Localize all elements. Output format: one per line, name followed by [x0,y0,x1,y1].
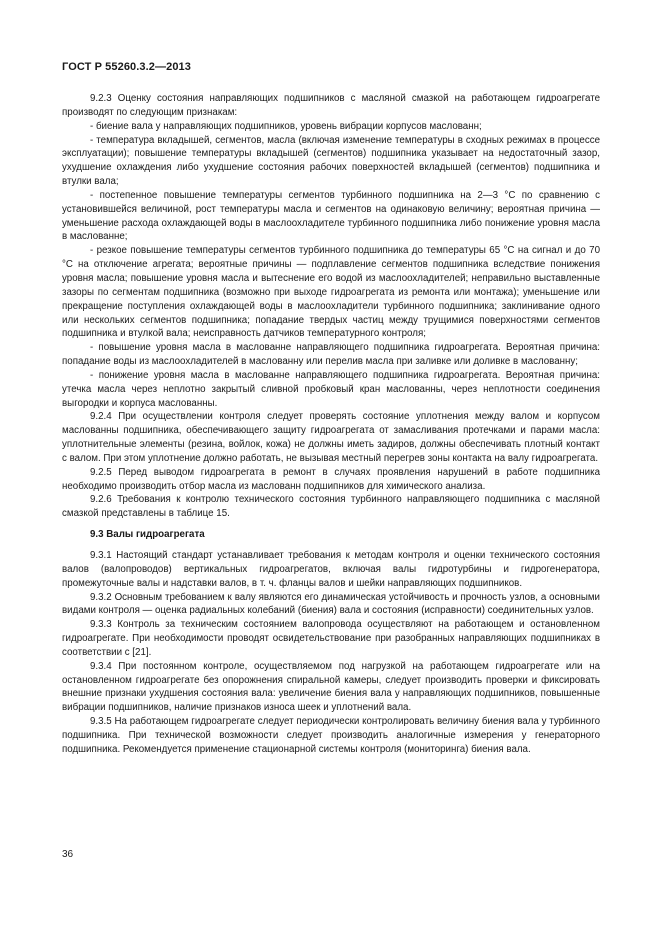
paragraph-9-3-1: 9.3.1 Настоящий стандарт устанавливает требования к методам контроля и оценки технического состояния валов (валопроводов) вертикальных гидроагрегатов, включая валы гидротурбины и гидрогенератора, промежуточные валы и надставки валов, в т. ч. фланцы валов и шейки направляющих подшипников. [62,550,600,589]
list-item-oil-level-drop: - понижение уровня масла в маслованне направляющего подшипника гидроагрегата. Вероятная причина: утечка масла через неплотно закрытый сливной пробковый кран маслованны, через неплотности соединения выгородки и корпуса маслованны. [62,369,600,409]
list-item-liner-temperature: - температура вкладышей, сегментов, масла (включая изменение температуры в сходных режимах в процессе эксплуатации); повышение температуры вкладышей (сегментов) подшипника указывает на недостаточный зазор, ухудшение охлаждения либо ухудшение состояния рабочих поверхностей вкладышей (сегментов) подшипника и втулки вала; [62,134,600,188]
page-number: 36 [62,849,74,860]
paragraph-9-2-4: 9.2.4 При осуществлении контроля следует проверять состояние уплотнения между валом и корпусом маслованны подшипника, обеспечивающего защиту гидроагрегата от замасливания протечками и парами масла: уплотнительные элементы (резина, войлок, кожа) не должны иметь задиров, должны обеспечивать плотный контакт с валом. При этом уплотнение должно работать, не вызывая местный перегрев зоны контакта на валу гидроагрегата. [62,411,600,464]
section-title-9-3: 9.3 Валы гидроагрегата [90,529,205,541]
standard-header: ГОСТ Р 55260.3.2—2013 [62,61,191,73]
list-item-sharp-temperature-rise: - резкое повышение температуры сегментов турбинного подшипника до температуры 65 °С на сигнал и до 70 °С на отключение агрегата; вероятные причины — подплавление сегментов подшипника вследствие понижения уровня масла; повышение уровня масла и вытеснение его водой из маслоохладителей; неправильно выставленные зазоры по сегментам подшипника (возможно при выходе гидроагрегата из ремонта или монтажа); уменьшение или прекращение поступления охлаждающей воды в маслоохладители турбинного подшипника; заклинивание одного или нескольких сегментов подшипника; попадание твердых частиц между трущимися поверхностями сегментов подшипника и втулкой вала; неисправность датчиков температурного контроля; [62,245,600,340]
list-item-oil-level-rise: - повышение уровня масла в маслованне направляющего подшипника гидроагрегата. Вероятная причина: попадание воды из маслоохладителей в маслованну или перелив масла при заливке или доливке в маслованну; [62,342,600,368]
paragraph-9-2-6: 9.2.6 Требования к контролю технического состояния турбинного направляющего подшипника с масляной смазкой представлены в таблице 15. [62,494,600,520]
list-item-shaft-runout: - биение вала у направляющих подшипников, уровень вибрации корпусов маслованн; [90,120,482,132]
list-item-gradual-temperature-rise: - постепенное повышение температуры сегментов турбинного подшипника на 2—3 °С по сравнению с установившейся величиной, рост температуры масла и сегментов на одинаковую величину; вероятная причина — уменьшение расхода охлаждающей воды в маслоохладителе турбинного подшипника либо понижение уровня масла в маслованне; [62,189,600,243]
paragraph-9-3-3: 9.3.3 Контроль за техническим состоянием валопровода осуществляют на работающем и остановленном гидроагрегате. При необходимости проводят освидетельствование при разобранных направляющих подшипниках в соответствии с [21]. [62,619,600,658]
document-body [62,92,600,757]
paragraph-9-3-4: 9.3.4 При постоянном контроле, осуществляемом под нагрузкой на работающем гидроагрегате или на остановленном гидроагрегате без опорожнения спиральной камеры, следует производить проверки и фиксировать внешние признаки ухудшения состояния вала: увеличение биения вала у направляющих подшипников, повышенные вибрации подшипников, наличие признаков износа шеек и уплотнений вала. [62,660,600,714]
paragraph-9-2-3: 9.2.3 Оценку состояния направляющих подшипников с масляной смазкой на работающем гидроагрегате производят по следующим признакам: [62,93,600,118]
paragraph-9-3-5: 9.3.5 На работающем гидроагрегате следует периодически контролировать величину биения вала у турбинного подшипника. При технической возможности следует производить аналогичные измерения у генераторного подшипника. Рекомендуется применение стационарной системы контроля (мониторинга) биения вала. [62,716,600,755]
paragraph-9-2-5: 9.2.5 Перед выводом гидроагрегата в ремонт в случаях проявления нарушений в работе подшипника необходимо производить отбор масла из маслованн подшипников для химического анализа. [62,466,600,492]
paragraph-9-3-2: 9.3.2 Основным требованием к валу являются его динамическая устойчивость и прочность узлов, а основными видами контроля — оценка радиальных колебаний (биения) вала и состояния (исправности) соединительных узлов. [62,591,600,617]
